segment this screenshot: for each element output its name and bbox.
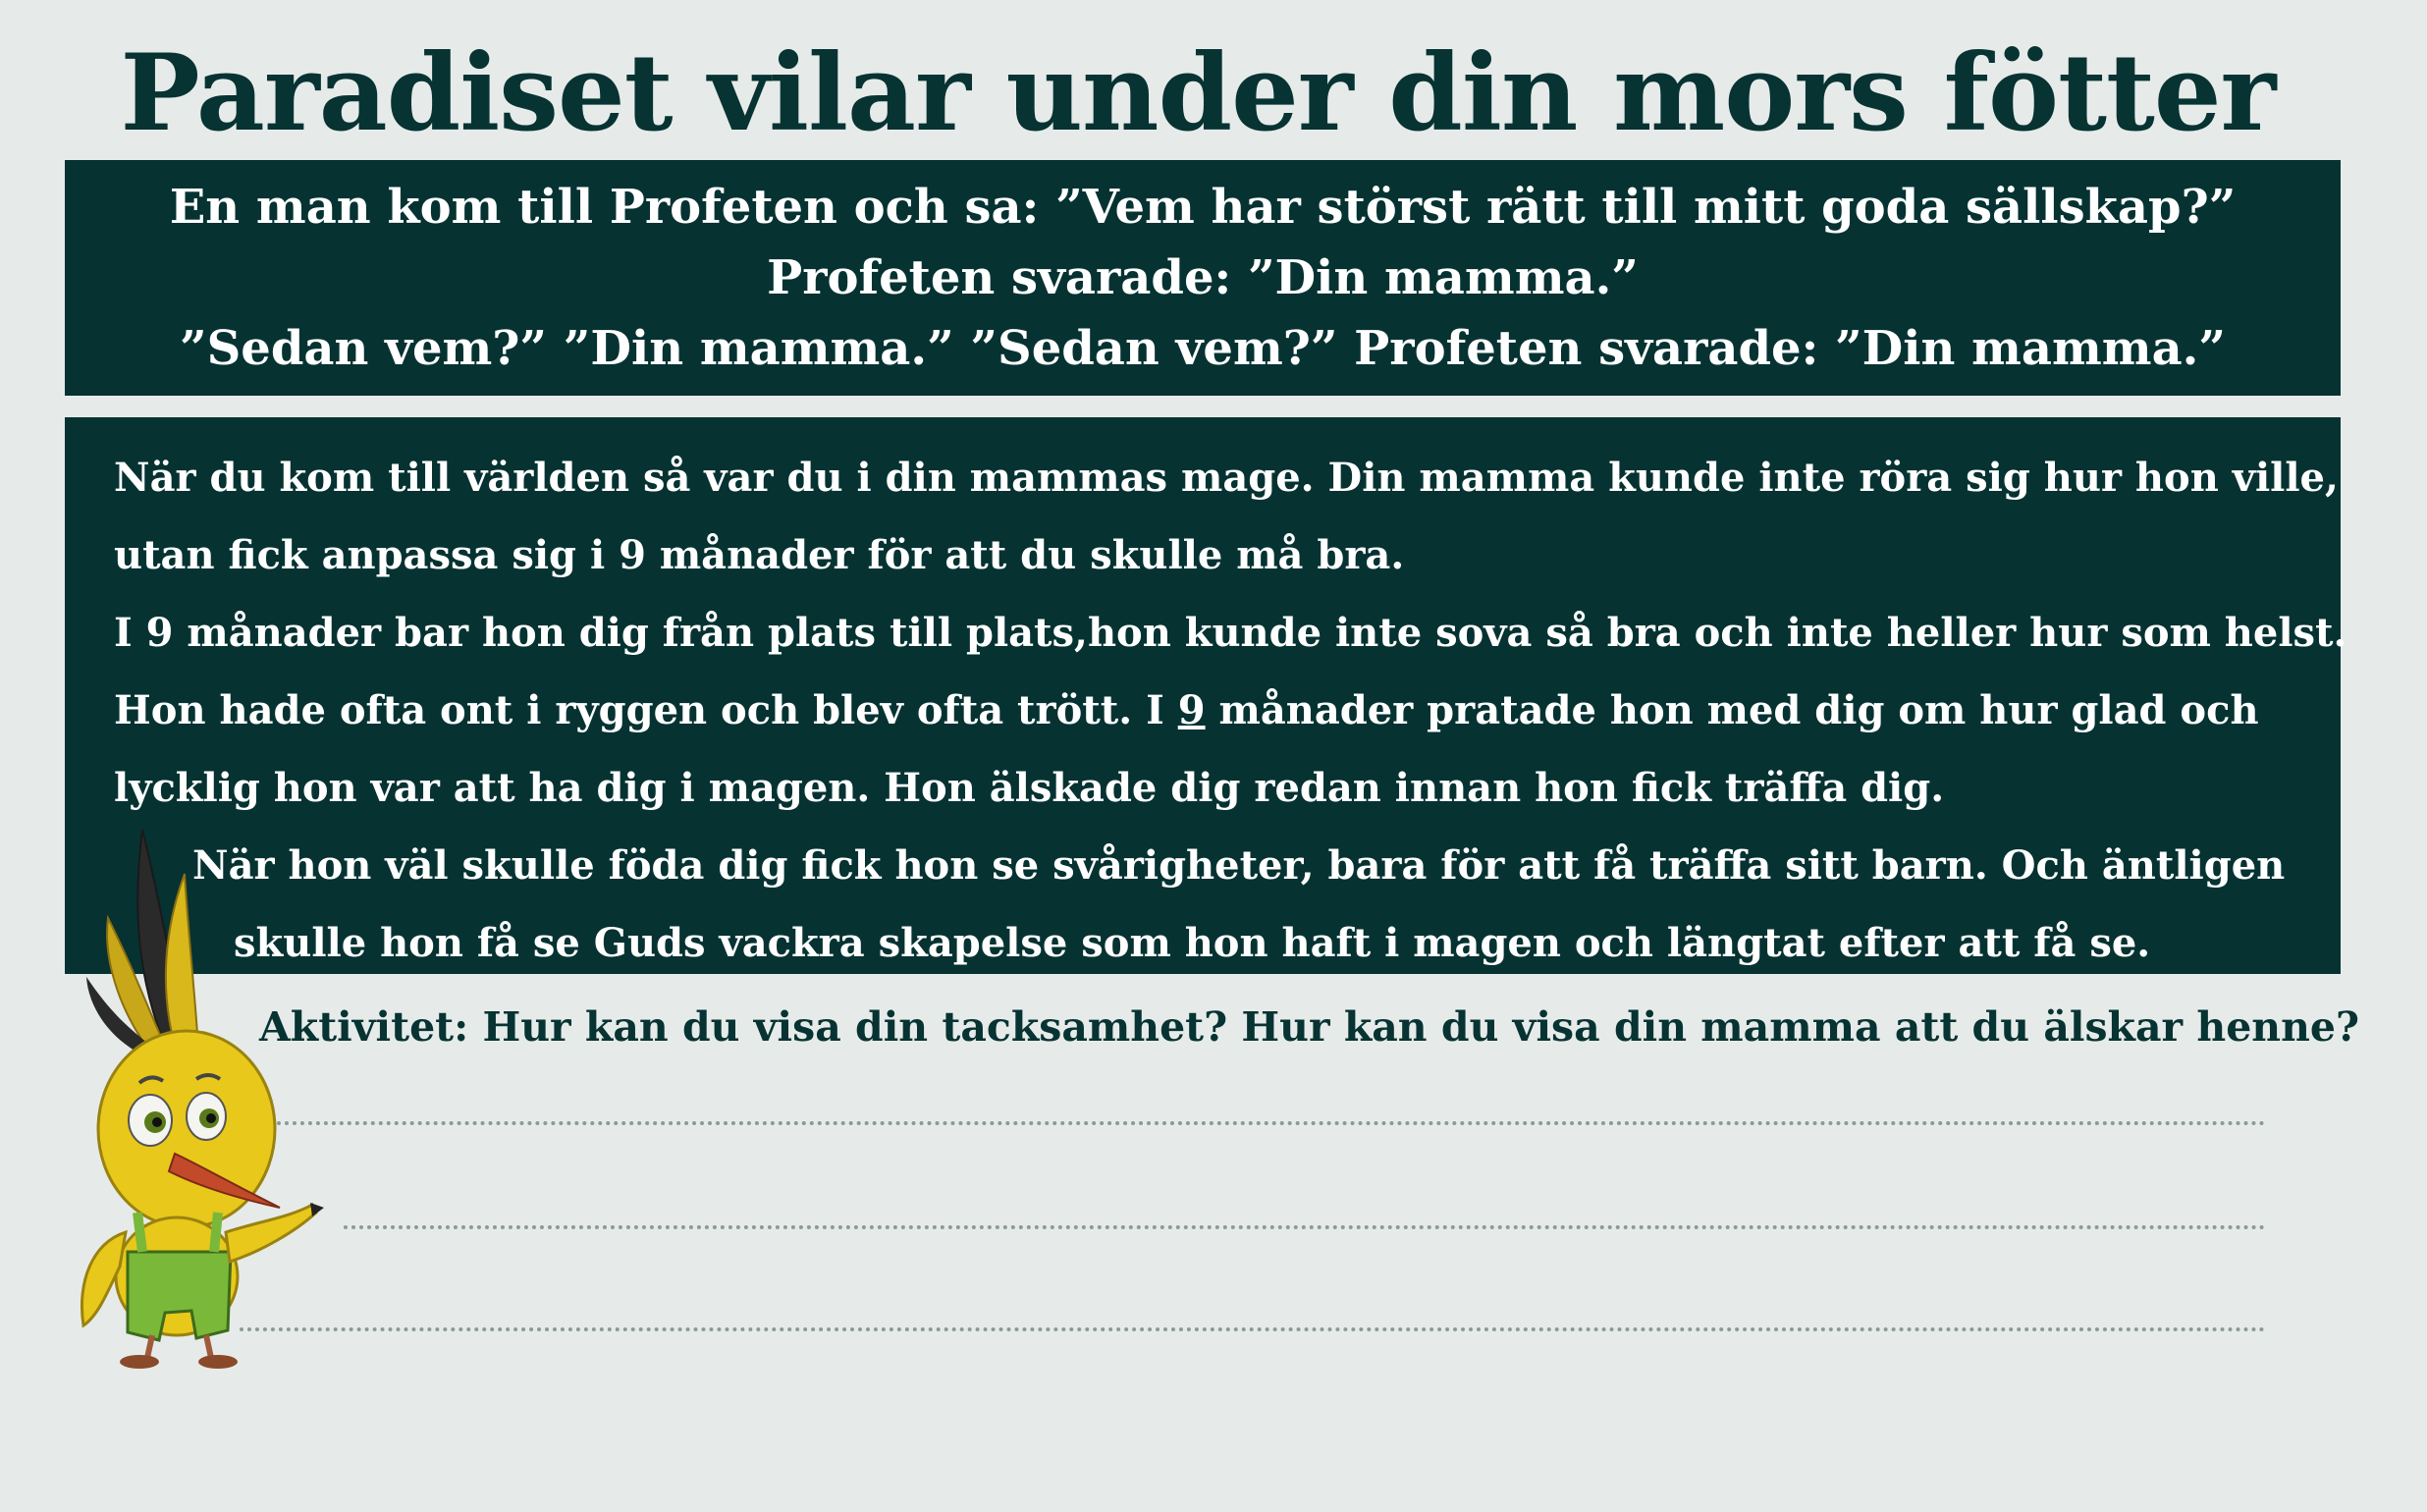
hadith-line-2: Profeten svarade: ”Din mamma.” — [767, 250, 1639, 305]
story-line-4 — [65, 672, 2341, 749]
story-line-2: utan fick anpassa sig i 9 månader för att du skulle må bra. — [114, 532, 1405, 578]
activity-prompt: Aktivitet: Hur kan du visa din tacksamhet? Hur kan du visa din mamma att du älskar henne? — [259, 1003, 2360, 1051]
answer-line-2[interactable] — [344, 1225, 2266, 1229]
bird-foot — [120, 1355, 159, 1369]
hadith-line-1: En man kom till Profeten och sa: ”Vem har störst rätt till mitt goda sällskap?” — [169, 180, 2237, 235]
story-line-7: skulle hon få se Guds vackra skapelse som hon haft i magen och längtat efter att få se. — [234, 920, 2151, 966]
answer-line-3[interactable] — [240, 1327, 2266, 1331]
story-line-3: I 9 månader bar hon dig från plats till plats,hon kunde inte sova så bra och inte heller hur som helst. — [114, 610, 2347, 656]
bird-foot — [198, 1355, 238, 1369]
page-title: Paradiset vilar under din mors fötter — [120, 31, 2276, 155]
story-line-4-start: Hon hade ofta ont i ryggen och blev ofta trött. I — [114, 687, 1178, 733]
story-line-4-end: månader pratade hon med dig om hur glad och — [1205, 687, 2259, 733]
bird-mascot-illustration — [49, 820, 334, 1370]
story-box — [65, 417, 2347, 974]
answer-line-1[interactable] — [277, 1121, 2266, 1125]
hadith-box — [65, 160, 2341, 396]
story-line-4-number: 9 — [1177, 687, 1206, 733]
story-line-1: När du kom till världen så var du i din mammas mage. Din mamma kunde inte röra sig hur hon ville, — [114, 455, 2339, 501]
bird-feather — [166, 874, 198, 1048]
hadith-line-3: ”Sedan vem?” ”Din mamma.” ”Sedan vem?” Profeten svarade: ”Din mamma.” — [180, 321, 2226, 376]
story-line-5: lycklig hon var att ha dig i magen. Hon älskade dig redan innan hon fick träffa dig. — [114, 765, 1945, 811]
story-line-6: När hon väl skulle föda dig fick hon se svårigheter, bara för att få träffa sitt barn. Och äntligen — [192, 842, 2286, 889]
bird-arm-right — [226, 1205, 316, 1262]
